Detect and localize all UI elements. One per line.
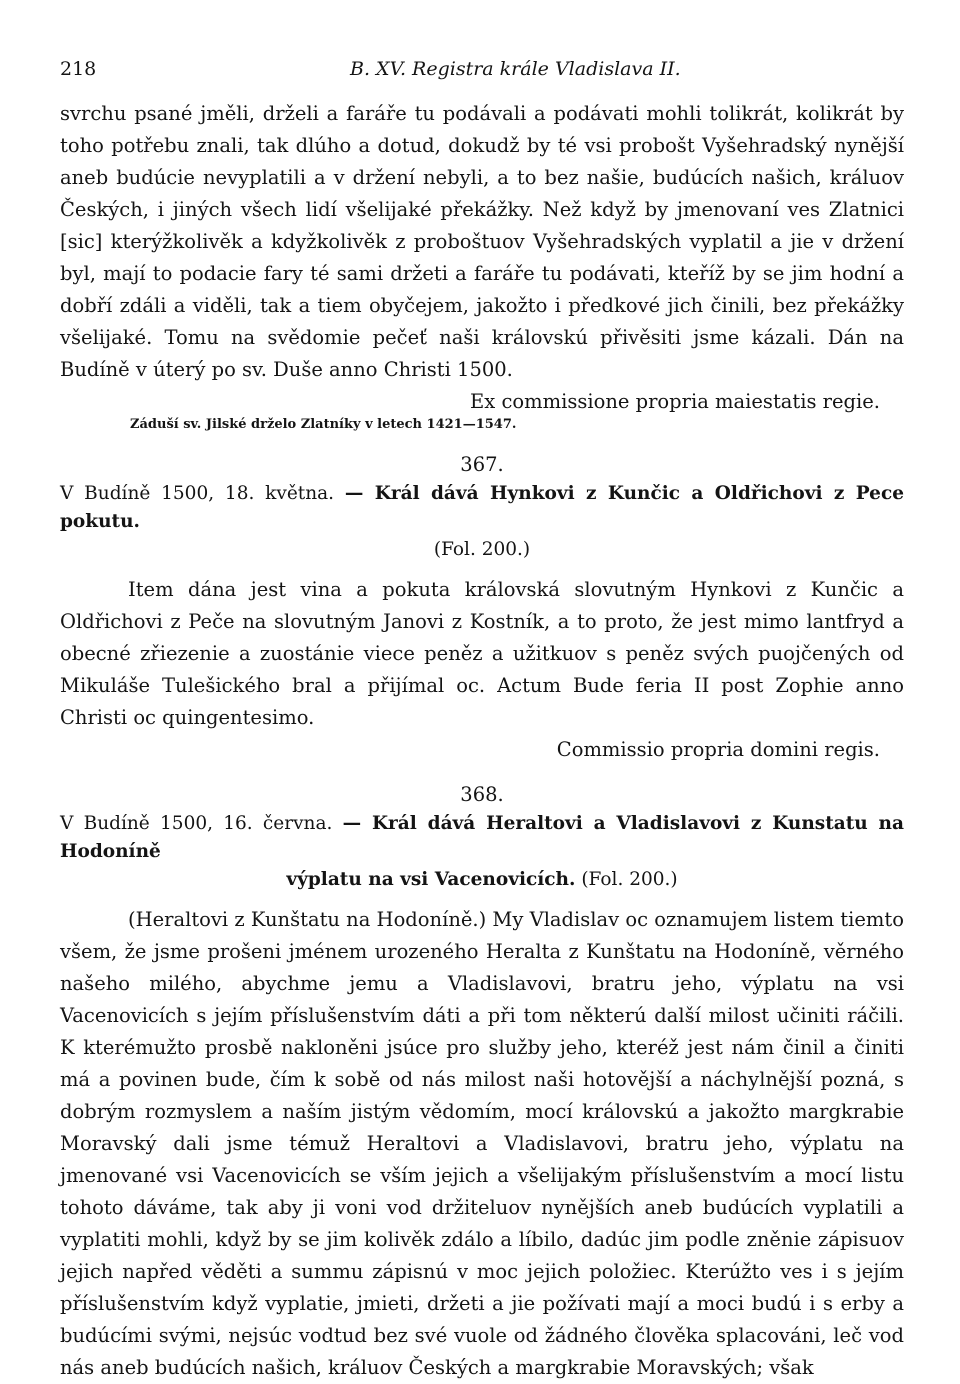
document-368-folio: (Fol. 200.) — [581, 869, 678, 890]
document-367-summary: — Král dává Hynkovi z Kunčic a Oldřichovi z Pece pokutu. — [60, 483, 904, 532]
document-367-number: 367. — [460, 453, 504, 476]
document-367-text: Item dána jest vina a pokuta královská slovutným Hynkovi z Kunčic a Oldřichovi z Peče na slovutným Janovi z Kostník, a to proto, že jest mimo lantfryd a obecné zřiezenie a zuostánie viece peněz a užitkuov s peněz svých puojčených od Mikuláše Tulešického bral a přijímal oc. Actum Bude feria II post Zophie anno Christi oc quingentesimo. — [60, 578, 904, 729]
document-368-regest — [60, 810, 904, 894]
running-head — [60, 58, 904, 98]
document-368 — [60, 780, 904, 1384]
document-366-note: Záduší sv. Jilské drželo Zlatníky v letech 1421—1547. — [130, 417, 517, 432]
document-366-commission: Ex commissione propria maiestatis regie. — [470, 390, 880, 413]
document-367-folio: (Fol. 200.) — [433, 539, 531, 560]
document-368-place-date: V Budíně 1500, 16. června. — [60, 813, 333, 834]
document-367-commission: Commissio propria domini regis. — [556, 738, 880, 761]
document-367-regest — [60, 480, 904, 564]
document-368-summary-line2-wrap — [60, 866, 904, 894]
document-368-text: (Heraltovi z Kunštatu na Hodoníně.) My Vladislav oc oznamujem listem tiemto všem, že jsme prošeni jménem urozeného Heralta z Kunštatu na Hodoníně, věrného našeho milého, abychme jemu a Vladislavovi, bratru jeho, výplatu na vsi Vacenovicích s jejím příslušenstvím dáti a při tom některú další milost učiniti ráčili. K kterémužto prosbě nakloněni jsúce pro služby jeho, kteréž jest nám činil a činiti má a povinen bude, čím k sobě od nás milost naši hotovější a náchylnější pozná, s dobrým rozmyslem a naším jistým vědomím, mocí královskú a jakožto margkrabie Moravský dali jsme témuž Heraltovi a Vladislavovi, bratru jeho, výplatu na jmenované vsi Vacenovicích se vším jejich a všelijakým příslušenstvím a mocí listu tohoto dáváme, tak aby ji voni vod držiteluov nynějších aneb budúcích vyplatili a vyplatiti mohli, když by se jim kolivěk zdálo a líbilo, dadúc jim podle zněnie zápisuov jejich napřed věděti a summu zápisnú v moc jejich položiec. Kterúžto ves i s jejím příslušenstvím když vyplatie, jmieti, držeti a jie požívati mají a moci budú i s erby a budúcími svými, nejsúc vodtud bez své vuole od žádného člověka splacováni, leč vod nás aneb budúcích našich, králuov Českých a margkrabie Moravských; však — [60, 908, 904, 1379]
document-367-place-date: V Budíně 1500, 18. května. — [60, 483, 335, 504]
document-366-text: svrchu psané jměli, drželi a faráře tu podávali a podávati mohli tolikrát, kolikrát by toho potřebu znali, tak dlúho a dotud, dokudž by té vsi probošt Vyšehradský nynější aneb budúcie nevyplatili a v držení nebyli, a to bez našie, budúcích našich, králuov Českých, i jiných všech lidí všelijaké překážky. Než když by jmenovaní ves Zlatnici [sic] kterýžkolivěk a kdyžkolivěk z proboštuov Vyšehradských vyplatil a jie v držení byl, mají to podacie fary té sami držeti a faráře tu podávati, kteříž by se jim hodní a dobří zdáli a viděli, tak a tiem obyčejem, jakožto i předkové jich činili, bez překážky všelijaké. Tomu na svědomie pečeť naši královskú přivěsiti jsme kázali. Dán na Budíně v úterý po sv. Duše anno Christi 1500. — [60, 102, 904, 381]
document-368-summary-line2: výplatu na vsi Vacenovicích. — [286, 869, 576, 890]
document-366 — [60, 98, 904, 436]
running-title: B. XV. Registra krále Vladislava II. — [350, 58, 681, 80]
page-number: 218 — [60, 58, 97, 80]
document-367 — [60, 450, 904, 766]
document-368-number: 368. — [460, 783, 504, 806]
document-368-summary-line1: — Král dává Heraltovi a Vladislavovi z Kunstatu na Hodoníně — [60, 813, 904, 862]
